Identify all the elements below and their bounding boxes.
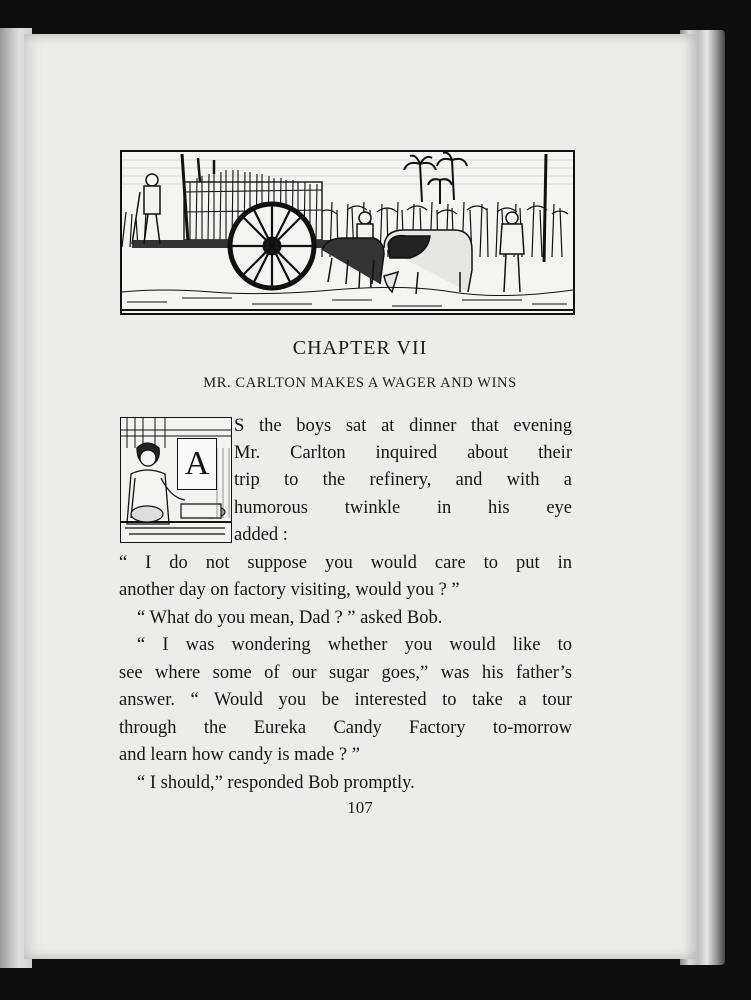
drop-cap-illustration xyxy=(120,417,232,543)
chapter-subtitle: MR. CARLTON MAKES A WAGER AND WINS xyxy=(203,375,517,391)
chapter-title: CHAPTER VII xyxy=(292,337,428,359)
text-line: Mr. Carlton inquired about their xyxy=(234,443,572,463)
drop-cap-letter: A xyxy=(177,438,217,490)
page-number: 107 xyxy=(347,798,373,817)
text-line: “ What do you mean, Dad ? ” asked Bob. xyxy=(137,608,443,628)
text-line: answer. “ Would you be interested to take a tour xyxy=(119,690,572,710)
book-page xyxy=(24,34,696,959)
text-line: “ I was wondering whether you would like to xyxy=(137,635,572,655)
text-line: and learn how candy is made ? ” xyxy=(119,745,360,765)
text-line: “ I should,” responded Bob promptly. xyxy=(137,773,415,793)
text-line: see where some of our sugar goes,” was his father’s xyxy=(119,663,572,683)
text-line: another day on factory visiting, would you ? ” xyxy=(119,580,460,600)
text-line: trip to the refinery, and with a xyxy=(234,470,572,490)
text-line: S the boys sat at dinner that evening xyxy=(234,416,572,436)
text-line: through the Eureka Candy Factory to-morrow xyxy=(119,718,572,738)
chapter-header-illustration xyxy=(120,150,575,315)
text-line: “ I do not suppose you would care to put in xyxy=(119,553,572,573)
text-line: humorous twinkle in his eye xyxy=(234,498,572,518)
text-line: added : xyxy=(234,525,288,545)
